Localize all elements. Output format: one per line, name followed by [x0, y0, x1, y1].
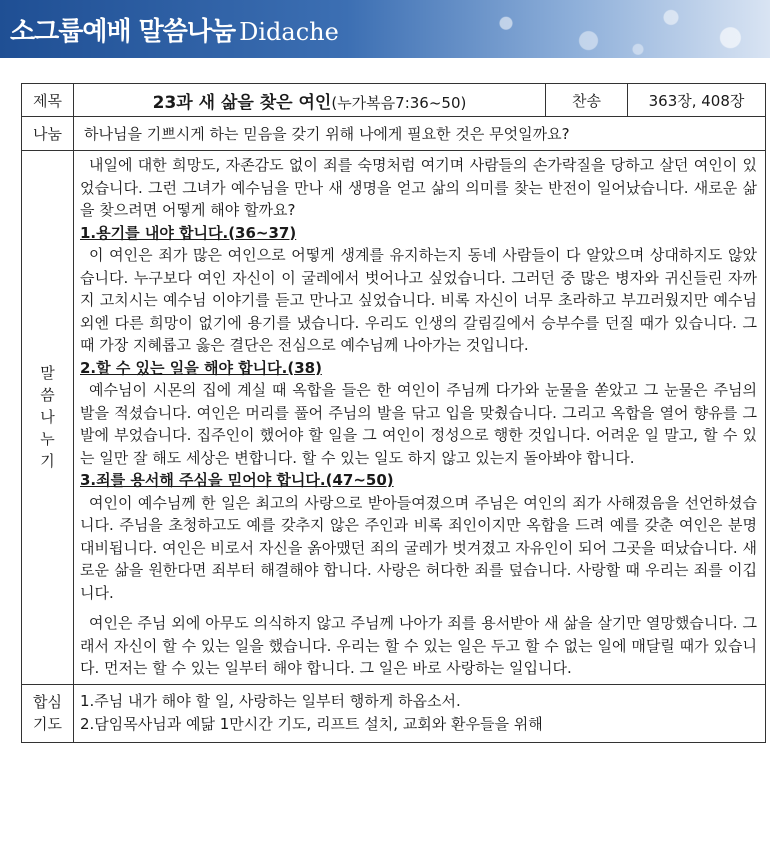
header-banner	[0, 0, 770, 58]
prayer-row	[22, 684, 766, 742]
point-heading-3: 3.죄를 용서해 주심을 믿어야 합니다.(47~50)	[80, 471, 394, 489]
title-label: 제목	[22, 84, 74, 117]
paragraph-gap	[80, 604, 757, 612]
sharing-row	[22, 117, 766, 151]
intro-paragraph: 내일에 대한 희망도, 자존감도 없이 죄를 숙명처럼 여기며 사람들의 손가락질을 당하고 살던 여인이 있었습니다. 그런 그녀가 예수님을 만나 새 생명을 얻고 삶의 의미를 찾는 반전이 일어났습니다. 새로운 삶을 찾으려면 어떻게 해야 할까요?	[80, 156, 757, 219]
sharing-question: 하나님을 기쁘시게 하는 믿음을 갖기 위해 나에게 필요한 것은 무엇일까요?	[74, 117, 766, 151]
header-title-korean: 소그룹예배 말씀나눔	[10, 17, 236, 47]
sermon-body	[74, 151, 766, 685]
header-title-english: Didache	[239, 18, 339, 46]
banner-decoration	[440, 0, 770, 58]
word-sharing-char: 기	[40, 452, 55, 471]
word-sharing-char: 나	[40, 408, 55, 427]
prayer-item: 2.담임목사님과 예닮 1만시간 기도, 리프트 설치, 교회와 환우들을 위해	[80, 715, 543, 733]
conclusion-paragraph: 여인은 주님 외에 아무도 의식하지 않고 주님께 나아가 죄를 용서받아 새 삶을 살기만 열망했습니다. 그래서 자신이 할 수 있는 일을 했습니다. 우리는 할 수 있는 일은 두고 할 수 없는 일에 매달릴 때가 있습니다. 먼저는 할 수 있는 일부터 해야 합니다. 그 일은 바로 사랑하는 일입니다.	[80, 614, 757, 677]
word-sharing-char: 누	[40, 430, 55, 449]
scripture-reference: (누가복음7:36~50)	[331, 93, 467, 112]
hymn-label: 찬송	[546, 84, 628, 117]
word-sharing-char: 말	[40, 364, 55, 383]
lesson-title: 23과 새 삶을 찾은 여인	[152, 92, 332, 113]
lesson-table	[21, 83, 766, 743]
point-heading-1: 1.용기를 내야 합니다.(36~37)	[80, 223, 297, 242]
point-text-3: 여인이 예수님께 한 일은 최고의 사랑으로 받아들여졌으며 주님은 여인의 죄가 사해졌음을 선언하셨습니다. 주님을 초청하고도 예를 갖추지 않은 주인과 비록 죄인이지만 옥합을 드려 예를 갖춘 여인은 분명 대비됩니다. 여인은 비로서 자신을 옭아맸던 죄의 굴레가 벗겨졌고 자유인이 되어 그곳을 떠났습니다. 새로운 삶을 원한다면 죄부터 해결해야 합니다. 사랑은 허다한 죄를 덮습니다. 사랑할 때 우리는 죄를 이깁니다.	[80, 493, 757, 602]
point-text-1: 이 여인은 죄가 많은 여인으로 어떻게 생계를 유지하는지 동네 사람들이 다 알았으며 상대하지도 않았습니다. 누구보다 여인 자신이 이 굴레에서 벗어나고 싶었습니다. 그러던 중 많은 병자와 귀신들린 자까지 고치시는 예수님 이야기를 듣고 만나고 싶었습니다. 비록 자신이 너무 초라하고 부끄러웠지만 예수님 외엔 다른 희망이 없기에 용기를 냈습니다. 우리도 인생의 갈림길에서 승부수를 던질 때가 있습니다. 그 때 가장 지혜롭고 옳은 결단은 전심으로 예수님께 나아가는 것입니다.	[80, 246, 757, 354]
point-heading-2: 2.할 수 있는 일을 해야 합니다.(38)	[80, 358, 322, 377]
word-sharing-row	[22, 151, 766, 685]
prayer-label	[22, 684, 74, 742]
word-sharing-label	[22, 151, 74, 685]
sharing-label: 나눔	[22, 117, 74, 151]
lesson-title-cell	[74, 84, 546, 117]
title-row	[22, 84, 766, 117]
prayer-item: 1.주님 내가 해야 할 일, 사랑하는 일부터 행하게 하옵소서.	[80, 692, 461, 710]
prayer-list	[74, 684, 766, 742]
prayer-label-line: 합심	[33, 693, 62, 711]
prayer-label-line: 기도	[33, 715, 62, 733]
header-title	[10, 11, 339, 48]
hymn-numbers: 363장, 408장	[628, 84, 766, 117]
point-text-2: 예수님이 시몬의 집에 계실 때 옥합을 들은 한 여인이 주님께 다가와 눈물을 쏟았고 그 눈물은 주님의 발을 적셨습니다. 여인은 머리를 풀어 주님의 발을 닦고 입을 맞췄습니다. 그리고 옥합을 열어 향유를 그 발에 부었습니다. 집주인이 했어야 할 일을 그 여인이 정성으로 행한 것입니다. 어려운 일 말고, 할 수 있는 일만 잘 해도 세상은 변합니다. 할 수 있는 일도 하지 않고 있는지 돌아봐야 합니다.	[80, 381, 757, 467]
word-sharing-char: 씀	[40, 386, 55, 405]
